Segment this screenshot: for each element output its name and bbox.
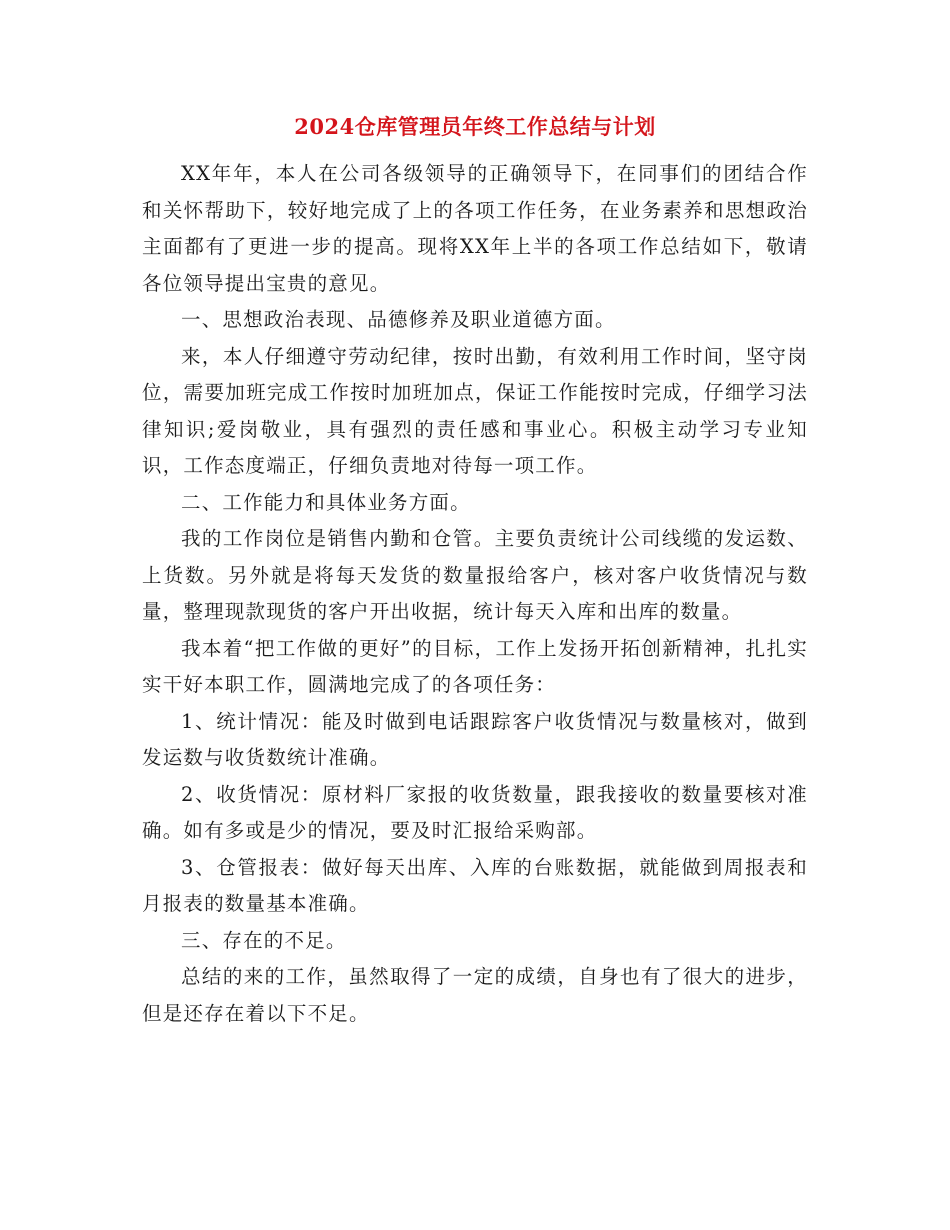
paragraph-shortcomings: 总结的来的工作，虽然取得了一定的成绩，自身也有了很大的进步，但是还存在着以下不足。 — [142, 965, 808, 1025]
section-heading-2: 二、工作能力和具体业务方面。 — [181, 490, 471, 514]
paragraph-section-1: 来，本人仔细遵守劳动纪律，按时出勤，有效利用工作时间，坚守岗位，需要加班完成工作按时加班加点，保证工作能按时完成，仔细学习法律知识;爱岗敬业，具有强烈的责任感和事业心。积极主动学习专业知识，工作态度端正，仔细负责地对待每一项工作。 — [142, 344, 808, 477]
paragraph-intro: XX年年，本人在公司各级领导的正确领导下，在同事们的团结合作和关怀帮助下，较好地完成了上的各项工作任务，在业务素养和思想政治主面都有了更进一步的提高。现将XX年上半的各项工作总结如下，敬请各位领导提出宝贵的意见。 — [142, 162, 808, 295]
section-heading-1: 一、思想政治表现、品德修养及职业道德方面。 — [181, 308, 616, 331]
list-item-statistics: 1、统计情况：能及时做到电话跟踪客户收货情况与数量核对，做到发运数与收货数统计准确。 — [142, 709, 808, 769]
paragraph-goal: 我本着“把工作做的更好”的目标，工作上发扬开拓创新精神，扎扎实实干好本职工作，圆满地完成了的各项任务： — [142, 636, 808, 696]
document-page — [142, 112, 808, 1032]
paragraph-section-2: 我的工作岗位是销售内勤和仓管。主要负责统计公司线缆的发运数、上货数。另外就是将每天发货的数量报给客户，核对客户收货情况与数量，整理现款现货的客户开出收据，统计每天入库和出库的数量。 — [142, 527, 808, 623]
list-item-reports: 3、仓管报表：做好每天出库、入库的台账数据，就能做到周报表和月报表的数量基本准确。 — [142, 855, 808, 915]
section-heading-3: 三、存在的不足。 — [181, 928, 347, 952]
document-title: 2024仓库管理员年终工作总结与计划 — [294, 114, 656, 139]
list-item-receiving: 2、收货情况：原材料厂家报的收货数量，跟我接收的数量要核对准确。如有多或是少的情况，要及时汇报给采购部。 — [142, 782, 808, 842]
